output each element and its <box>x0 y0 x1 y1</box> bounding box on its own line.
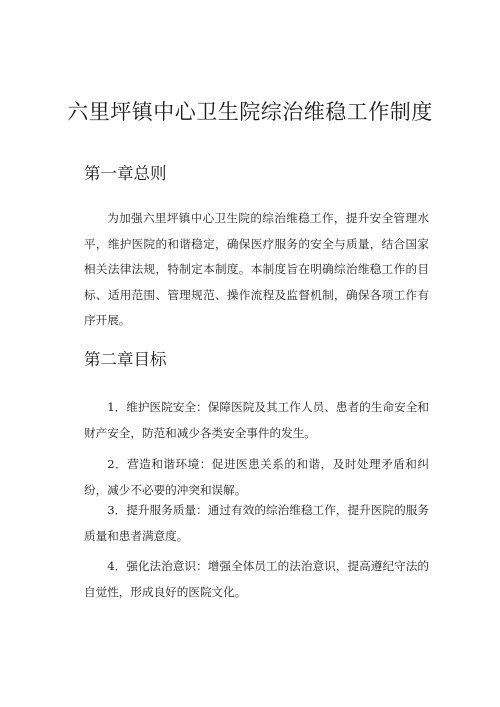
chapter-1-heading: 第一章总则 <box>84 164 167 183</box>
goal-item-4: 4．强化法治意识：增强全体员工的法治意识，提高遵纪守法的自觉性，形成良好的医院文化。 <box>84 559 429 599</box>
goal-item-2: 2．营造和谐环境：促进医患关系的和谐，及时处理矛盾和纠纷，减少不必要的冲突和误解。 <box>84 457 429 497</box>
goal-item-1: 1．维护医院安全：保障医院及其工作人员、患者的生命安全和财产安全，防范和减少各类安全事件的发生。 <box>84 400 429 440</box>
document-title: 六里坪镇中心卫生院综治维稳工作制度 <box>67 100 433 124</box>
chapter-2-heading: 第二章目标 <box>84 350 167 369</box>
chapter-1-paragraph: 为加强六里坪镇中心卫生院的综治维稳工作，提升安全管理水平，维护医院的和谐稳定，确保医疗服务的安全与质量，结合国家相关法律法规，特制定本制度。本制度旨在明确综治维稳工作的目标、适用范围、管理规范、操作流程及监督机制，确保各项工作有序开展。 <box>84 211 429 327</box>
goal-item-3: 3．提升服务质量：通过有效的综治维稳工作，提升医院的服务质量和患者满意度。 <box>84 503 429 543</box>
